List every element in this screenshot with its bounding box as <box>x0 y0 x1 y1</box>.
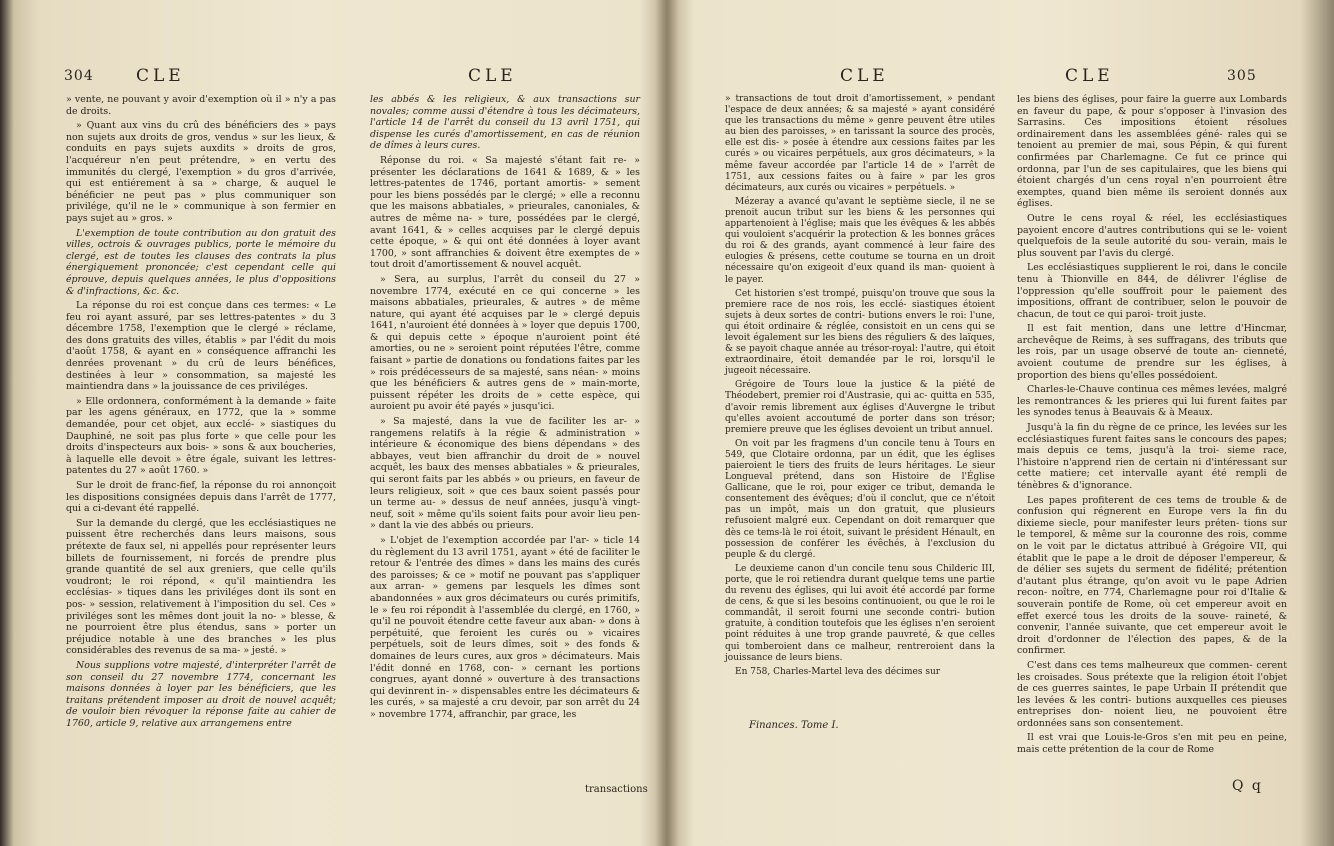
text-column <box>370 94 640 723</box>
running-header-left <box>0 66 667 86</box>
header-word: CLE <box>1065 66 1114 86</box>
paragraph: » L'objet de l'exemption accordée par l'ar- » ticle 14 du règlement du 13 avril 1751, ayant » été de faciliter le retour & l'entrée des dîmes » dans les mains des curés des paroisses; & ce » motif ne pouvant pas s'appliquer aux arran- » gemens par lesquels les dîmes sont abandonnées » aux gros décimateurs ou curés primitifs, le » feu roi répondit à l'assemblée du clergé, en 1760, » qu'il ne pouvoit étendre cette faveur aux aban- » dons à perpétuité, que feroient les curés ou » vicaires perpétuels, soit de leurs dîmes, soit » des fonds & domaines de leurs cures, aux gros » décimateurs. Mais l'édit donné en 1768, con- » cernant les portions congrues, ayant donné » ouverture à des transactions qui devinrent in- » dispensables entre les décimateurs & les curés, » sa majesté a cru devoir, par son arrêt du 24 » novembre 1774, affranchir, par grace, les <box>370 534 640 720</box>
paragraph: Mézeray a avancé qu'avant le septième siecle, il ne se prenoit aucun tribut sur les biens & les personnes qui appartenoient à l'église; mais que les évêques & les abbés qui vouloient s'acquérir la protection & les bonnes grâces du roi & des grands, ayant commencé à leur faire des eulogies & présens, cette coutume se tourna en un droit nécessaire qu'on exigeoit d'eux quand ils man- quoient à le payer. <box>725 196 995 285</box>
paragraph: » Sera, au surplus, l'arrêt du conseil du 27 » novembre 1774, exécuté en ce qui concerne » les maisons abbatiales, prieurales, & autres » de même nature, qui ayant été acquises par le » clergé depuis 1641, n'auroient été données à » loyer que depuis 1700, & qui depuis cette » époque n'auroient point été amorties, ou ne » seroient point réputées l'être, comme faisant » partie de donations ou fondations faites par les » rois prédécesseurs de sa majesté, sans néan- » moins que les bénéficiers & autres gens de » main-morte, puissent répéter les droits de » cette espèce, qui auroient pu avoir été payés » jusqu'ici. <box>370 273 640 413</box>
text-column <box>725 94 995 681</box>
signature-mark: Q q <box>1232 778 1263 794</box>
paragraph: Il est vrai que Louis-le-Gros s'en mit peu en peine, mais cette prétention de la cour de Rome <box>1017 732 1287 756</box>
paragraph: » Quant aux vins du crû des bénéficiers des » pays non sujets aux droits de gros, vendus » sur les lieux, & conduits en pays sujets auxdits » droits de gros, l'acquéreur n'en peut prétendre, » en vertu des immunités du clergé, l'exemption » du gros d'arrivée, qui est entiérement à sa » charge, & auquel le bénéficier ne peut pas » plus communiquer son privilége, qu'il ne le » communique à son fermier en pays sujet au » gros. » <box>66 120 336 224</box>
paragraph: Charles-le-Chauve continua ces mêmes levées, malgré les remontrances & les prieres qui lui furent faites par les synodes tenus à Beauvais & à Meaux. <box>1017 384 1287 419</box>
paragraph: Il est fait mention, dans une lettre d'Hincmar, archevêque de Reims, à ses suffragans, des tributs que les rois, par un usage observé de toute an- cienneté, avoient coutume de prendre sur les églises, à proportion des biens qu'elles possédoient. <box>1017 323 1287 381</box>
paragraph: » transactions de tout droit d'amortissement, » pendant l'espace de deux années; & sa majesté » ayant considéré que les transactions du même » genre peuvent être utiles au bien des paroisses, » en tarissant la source des procès, elle est dis- » posée à étendre aux cessions faites par les curés » ou vicaires perpétuels, aux gros décimateurs, » la même faveur accordée par l'article 14 de » l'arrêt de 1751, aux cessions faites ou à faire » par les gros décimateurs, aux curés ou vicaires » perpétuels. » <box>725 94 995 193</box>
running-header-right <box>667 66 1334 86</box>
paragraph: » Sa majesté, dans la vue de faciliter les ar- » rangemens relatifs à la régie & administration » intérieure & économique des biens dépendans » des abbayes, veut bien affranchir du droit de » nouvel acquêt, les baux des menses abbatiales » & prieurales, qui seront faits par les abbés » ou prieurs, en faveur de leurs religieux, soit » que ces baux soient passés pour un terme au- » dessus de neuf années, jusqu'à vingt-neuf, soit » même qu'ils soient faits pour avoir lieu pen- » dant la vie des abbés ou prieurs. <box>370 416 640 532</box>
paragraph: C'est dans ces tems malheureux que commen- cerent les croisades. Sous prétexte que la religion étoit l'objet de ces guerres saintes, le pape Urbain II prétendit que les levées & les contri- butions auxquelles ces pieuses entreprises don- noient lieu, ne pouvoient être ordonnées sans son consentement. <box>1017 659 1287 729</box>
header-word: CLE <box>840 66 889 86</box>
paragraph: les abbés & les religieux, & aux transactions sur novales; comme aussi d'étendre à tous les décimateurs, l'article 14 de l'arrêt du conseil du 13 avril 1751, qui dispense les curés d'amortissement, en cas de réunion de dîmes à leurs cures. <box>370 94 640 152</box>
paragraph: Le deuxieme canon d'un concile tenu sous Childeric III, porte, que le roi retiendra durant quelque tems une partie du revenu des églises, qui lui avoit été accordé par forme de cens, & que si les besoins continuoient, ou que le roi le commandât, il seroit fourni une seconde contri- bution gratuite, à condition toutefois que les églises n'en seroient point réduites à une trop grande pauvreté, & que celles qui tomberoient dans ce malheur, rentreroient dans la jouissance de leurs biens. <box>725 563 995 663</box>
catchword: transactions <box>585 784 648 795</box>
paragraph: Sur la demande du clergé, que les ecclésiastiques ne puissent être recherchés dans leurs maisons, sous prétexte de faux sel, ni appellés pour représenter leurs billets de fournissement, ni forcés de prendre plus grande quantité de sel aux greniers, que celle qu'ils voudront; le roi répond, « qu'il maintiendra les ecclésias- » tiques dans les priviléges dont ils sont en pos- » session, relativement à l'imposition du sel. Ces » priviléges sont les mêmes dont jouit la no- » blesse, & ne pourroient être plus étendus, sans » porter un préjudice notable à une des branches » les plus considérables des revenus de sa ma- » jesté. » <box>66 517 336 657</box>
text-column <box>66 94 336 732</box>
paragraph: Nous supplions votre majesté, d'interpréter l'arrêt de son conseil du 27 novembre 1774, concernant les maisons données à loyer par les bénéficiers, que les traitans prétendent imposer au droit de nouvel acquêt; de vouloir bien révoquer la réponse faite au cahier de 1760, article 9, relative aux arrangemens entre <box>66 659 336 729</box>
text-column <box>1017 94 1287 759</box>
header-word: CLE <box>468 66 517 86</box>
paragraph: Cet historien s'est trompé, puisqu'on trouve que sous la premiere race de nos rois, les ecclé- siastiques étoient sujets à deux sortes de contri- butions envers le roi: l'une, qui étoit ordinaire & réglée, consistoit en un cens qui se levoit également sur les biens des réguliers & des laïques, & se payoit chaque année au trésor-royal: l'autre, qui étoit extraordinaire, étoit demandée par le roi, lorsqu'il le jugeoit nécessaire. <box>725 288 995 377</box>
paragraph: Outre le cens royal & réel, les ecclésiastiques payoient encore d'autres contributions qui se le- voient quelquefois de la seule autorité du sou- verain, mais le plus souvent par l'avis du clergé. <box>1017 212 1287 259</box>
page-number: 305 <box>1227 68 1257 84</box>
header-word: CLE <box>136 66 185 86</box>
paragraph: Les papes profiterent de ces tems de trouble & de confusion qui régnerent en Europe vers la fin du dixieme siecle, pour manifester leurs préten- tions sur le temporel, & même sur la couronne des rois, comme on le voit par le dictatus attribué à Grégoire VII, qui établit que le pape a le droit de déposer l'empereur, & de délier ses sujets du serment de fidélité; prétention d'autant plus étrange, qu'on avoit vu le pape Adrien recon- noître, en 774, Charlemagne pour roi d'Italie & souverain pontife de Rome, où cet empereur avoit en effet exercé tous les droits de la souve- raineté, & convenir, l'année suivante, que cet empereur avoit le droit d'ordonner de l'élection des papes, & de la confirmer. <box>1017 494 1287 657</box>
page-number: 304 <box>64 68 94 84</box>
paragraph: Les ecclésiastiques supplierent le roi, dans le concile tenu à Thionville en 844, de délivrer l'église de l'oppression qu'elle souffroit pour le paiement des impositions, offrant de contribuer, selon le pouvoir de chacun, de tout ce qui paroi- troit juste. <box>1017 262 1287 320</box>
paragraph: L'exemption de toute contribution au don gratuit des villes, octrois & ouvrages publics, porte le mémoire du clergé, est de toutes les clauses des contrats la plus énergiquement prononcée; c'est cependant celle qui éprouve, depuis quelques années, le plus d'oppositions & d'infractions, &c. &c. <box>66 227 336 297</box>
paragraph: » Elle ordonnera, conformément à la demande » faite par les agens généraux, en 1772, que la » somme demandée, pour cet objet, aux ecclé- » siastiques du Dauphiné, ne soit pas plus forte » que celle pour les droits d'inspecteurs aux bois- » sons & aux boucheries, à laquelle elle devoit » être égale, suivant les lettres-patentes du 27 » août 1760. » <box>66 395 336 477</box>
paragraph: On voit par les fragmens d'un concile tenu à Tours en 549, que Clotaire ordonna, par un édit, que les églises paieroient le tiers des fruits de leurs héritages. Le sieur Longueval prétend, dans son Histoire de l'Église Gallicane, que le roi, pour exiger ce tribut, demanda le consentement des évêques; d'où il conclut, que ce n'étoit pas un impôt, mais un don gratuit, que plusieurs refusoient malgré eux. Cependant on doit remarquer que dès ce tems-là le roi étoit, suivant le président Hénault, en possession de conférer les évêchés, à l'exclusion du peuple & du clergé. <box>725 438 995 560</box>
paragraph: Réponse du roi. « Sa majesté s'étant fait re- » présenter les déclarations de 1641 & 1689, & » les lettres-patentes de 1746, portant amortis- » sement pour les biens possédés par le clergé; » elle a reconnu que les maisons abbatiales, » prieurales, canoniales, & autres de même na- » ture, possédées par le clergé, avant 1641, & » celles acquises par le clergé depuis cette époque, » & qui ont été données à loyer avant 1700, » sont affranchies & doivent être exemptes de » tout droit d'amortissement & nouvel acquêt. <box>370 154 640 271</box>
paragraph: Sur le droit de franc-fief, la réponse du roi annonçoit les dispositions consignées depuis dans l'arrêt de 1777, qui a ci-devant été rappellé. <box>66 480 336 515</box>
paragraph: En 758, Charles-Martel leva des décimes sur <box>735 666 941 677</box>
footer-title: Finances. Tome I. <box>749 720 839 731</box>
paragraph: La réponse du roi est conçue dans ces termes: « Le feu roi ayant assuré, par ses lettres-patentes » du 3 décembre 1758, l'exemption que le clergé » réclame, des dons gratuits des villes, établis » par l'édit du mois d'août 1758, & ayant en » conséquence affranchi les denrées provenant » du crû de leurs bénéfices, destinées à leur » consommation, sa majesté les maintiendra dans » la jouissance de ces priviléges. <box>66 300 336 393</box>
right-page <box>667 0 1334 846</box>
paragraph: Grégoire de Tours loue la justice & la piété de Théodebert, premier roi d'Austrasie, qui ac- quitta en 535, d'avoir remis librement aux églises d'Auvergne le tribut qu'elles avoient accoutumé de porter dans son trésor; premiere preuve que les églises devoient un tribut annuel. <box>725 380 995 435</box>
paragraph: » vente, ne pouvant y avoir d'exemption où il » n'y a pas de droits. <box>66 94 336 117</box>
paragraph: Jusqu'à la fin du règne de ce prince, les levées sur les ecclésiastiques furent faites sans le concours des papes; mais depuis ce tems, jusqu'à la troi- sieme race, l'histoire n'apprend rien de certain ni d'intéressant sur cette matiere; cet intervalle ayant été rempli de ténèbres & d'ignorance. <box>1017 422 1287 491</box>
paragraph: les biens des églises, pour faire la guerre aux Lombards en faveur du pape, & pour s'opposer à l'invasion des Sarrasins. Ces impositions étoient résolues ordinairement dans les assemblées géné- rales qui se tenoient au premier de mai, sous Pépin, & qui furent confirmées par Charlemagne. Ce fut ce prince qui ordonna, par l'un de ses capitulaires, que les biens qui étoient chargés d'un cens royal n'en pourroient être exemptes, quand bien même ils seroient donnés aux églises. <box>1017 94 1287 210</box>
